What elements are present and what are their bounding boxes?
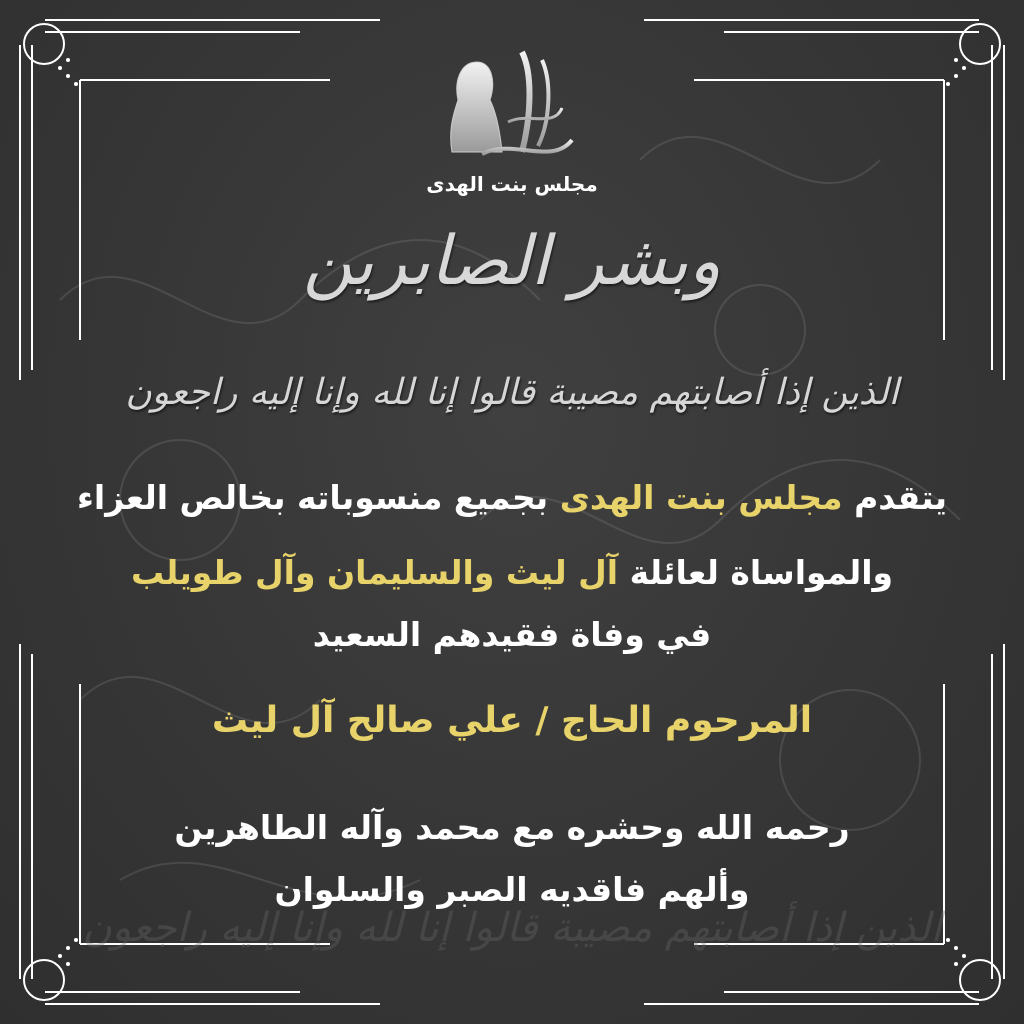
message-line-1-end: بجميع منسوباته بخالص العزاء bbox=[77, 478, 549, 517]
message-line-1-start: يتقدم bbox=[854, 478, 947, 517]
message-line-2 bbox=[0, 553, 1024, 592]
families-highlight: آل ليث والسليمان وآل طويلب bbox=[130, 553, 619, 592]
message-line-1 bbox=[0, 478, 1024, 517]
deceased-name: المرحوم الحاج / علي صالح آل ليث bbox=[211, 700, 813, 741]
council-name-highlight: مجلس بنت الهدى bbox=[559, 478, 843, 517]
message-line-2-start: والمواساة لعائلة bbox=[629, 553, 894, 592]
quran-verse-calligraphy: الذين إذا أصابتهم مصيبة قالوا إنا لله وإنا إليه راجعون bbox=[125, 372, 899, 413]
watermark-verse-calligraphy: الذين إذا أصابتهم مصيبة قالوا إنا لله وإنا إليه راجعون bbox=[82, 905, 942, 951]
calligraphy-title: وبشر الصابرين bbox=[303, 222, 721, 301]
message-line-3: في وفاة فقيدهم السعيد bbox=[312, 615, 712, 654]
logo-text: مجلس بنت الهدى bbox=[426, 172, 598, 196]
prayer-line-2: وألهم فاقديه الصبر والسلوان bbox=[274, 870, 750, 909]
prayer-line-1: رحمه الله وحشره مع محمد وآله الطاهرين bbox=[174, 808, 850, 847]
